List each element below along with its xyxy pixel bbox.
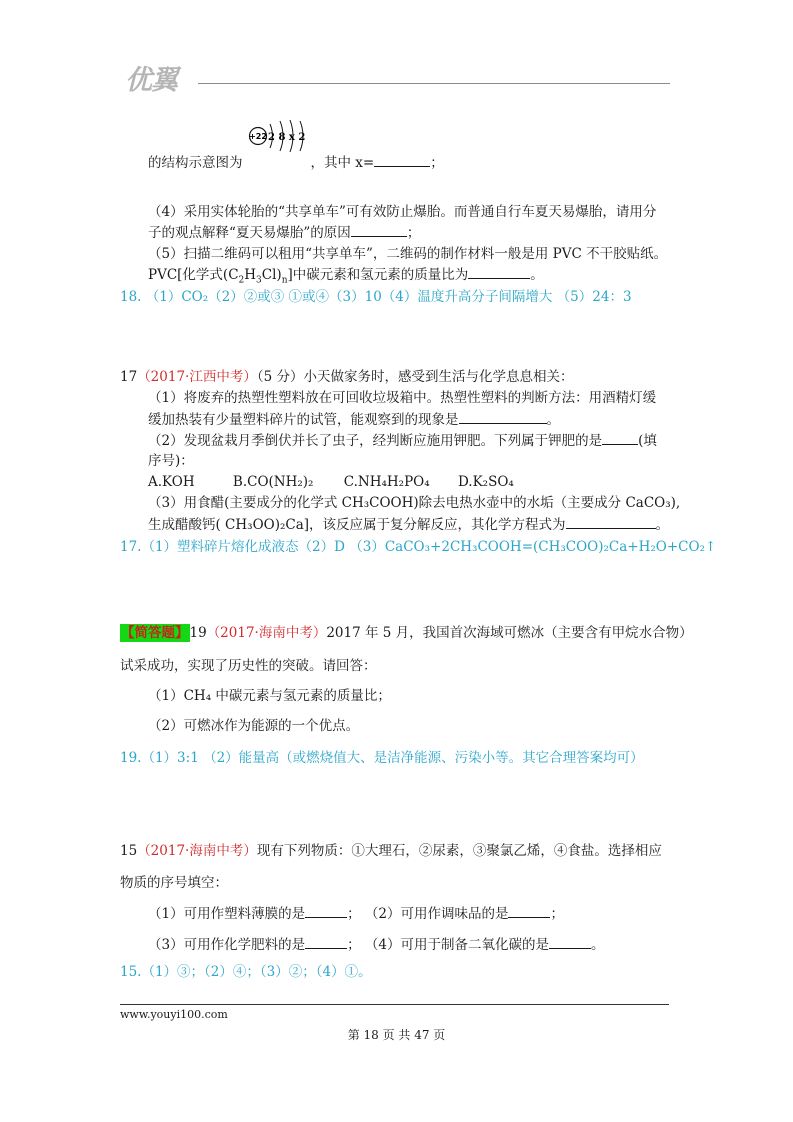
header-rule <box>198 83 670 84</box>
q15-line3-b: ； （2）可用作调味品的是 <box>347 906 509 922</box>
q17-line4: 序号)： <box>148 453 194 469</box>
answer-15: 15.（1）③；（2）④；（3）②；（4）①。 <box>120 964 372 980</box>
q18-3-line <box>148 152 444 173</box>
q19-number: 19 <box>189 625 207 641</box>
q19-line3: （1）CH₄ 中碳元素与氢元素的质量比； <box>148 688 391 704</box>
answer-blank[interactable] <box>374 152 430 167</box>
q17-line2 <box>148 409 560 430</box>
q19-intro <box>120 623 693 643</box>
answer-blank[interactable] <box>305 903 347 918</box>
q18-5-text-b: H <box>244 267 257 283</box>
answer-blank[interactable] <box>549 934 591 949</box>
q17-options <box>148 472 514 492</box>
q18-5-text-a: PVC[化学式(C <box>148 267 239 283</box>
answer-blank[interactable] <box>459 409 547 424</box>
q17-number: 17 <box>120 369 138 385</box>
atom-shells: 2 8 x 2 <box>268 132 306 143</box>
q17-intro-text: （5 分）小天做家务时，感受到生活与化学息息相关： <box>256 369 574 385</box>
q18-5-line2: PVC[化学式$(C_2H_3Cl)_n$]中碳元素和氢元素的质量比为 。 <box>148 264 544 291</box>
option-a: A.KOH <box>148 474 195 490</box>
q15-line4 <box>148 934 604 955</box>
answer-18: 18. （1）CO₂（2）②或③ ①或④（3）10（4）温度升高分子间隔增大 （5）24：3 <box>120 289 632 305</box>
q17-line6-text: 生成醋酸钙( CH₃OO)₂Ca]，该反应属于复分解反应，其化学方程式为 <box>148 517 566 533</box>
q17-line6 <box>148 514 669 535</box>
q18-5-text-d: ]中碳元素和氢元素的质量比为 <box>287 267 469 283</box>
footer-url[interactable]: www.youyi100.com <box>120 1008 228 1021</box>
q19-line2: 试采成功，实现了历史性的突破。请回答： <box>120 658 377 674</box>
q18-5-end: 。 <box>530 267 544 283</box>
q18-4-text: 子的观点解释“夏天易爆胎”的原因 <box>148 225 351 241</box>
q18-5-line1: （5）扫描二维码可以租用“共享单车”，二维码的制作材料一般是用 PVC 不干胶贴纸。 <box>148 246 668 262</box>
atom-nucleus: +22 <box>249 132 267 141</box>
option-c: C.NH₄H₂PO₄ <box>343 474 430 490</box>
logo: 优翼 <box>125 65 177 96</box>
q18-5-text-c: Cl) <box>261 267 282 283</box>
q19-intro-text: 2017 年 5 月，我国首次海域可燃冰（主要含有甲烷水合物） <box>326 625 693 641</box>
q19-source: （2017·海南中考） <box>206 625 327 641</box>
q15-line4-a: （3）可用作化学肥料的是 <box>148 937 306 953</box>
q18-3-text-after: ，其中 x= <box>310 155 375 171</box>
q15-number: 15 <box>120 843 138 859</box>
answer-blank[interactable] <box>305 934 347 949</box>
option-b: B.CO(NH₂)₂ <box>232 474 314 490</box>
q17-source: （2017·江西中考） <box>137 369 257 385</box>
option-d: D.K₂SO₄ <box>457 474 514 490</box>
answer-blank[interactable] <box>566 514 656 529</box>
q15-line3-c: ； <box>550 906 564 922</box>
answer-blank[interactable] <box>468 264 530 279</box>
answer-blank[interactable] <box>351 222 407 237</box>
q17-line3 <box>148 430 657 451</box>
q18-3-end: ； <box>430 155 444 171</box>
answer-19: 19.（1）3:1 （2）能量高（或燃烧值大、是洁净能源、污染小等。其它合理答案均可） <box>120 750 644 766</box>
q17-intro <box>120 367 573 387</box>
q18-4-end: ； <box>406 225 421 241</box>
q15-line2: 物质的序号填空： <box>120 875 228 891</box>
q15-line3 <box>148 903 564 924</box>
answer-blank[interactable] <box>602 430 638 445</box>
q19-line4: （2）可燃冰作为能源的一个优点。 <box>148 718 360 734</box>
answer-blank[interactable] <box>508 903 550 918</box>
page-number: 第 18 页 共 47 页 <box>347 1028 446 1042</box>
q17-line6-end: 。 <box>655 517 670 533</box>
q15-line4-c: 。 <box>590 937 605 953</box>
footer-rule <box>120 1004 669 1005</box>
q18-4-line1: （4）采用实体轮胎的“共享单车”可有效防止爆胎。而普通自行车夏天易爆胎，请用分 <box>148 204 657 220</box>
q15-intro <box>120 841 662 861</box>
q15-source: （2017·海南中考） <box>137 843 257 859</box>
q15-intro-text: 现有下列物质：①大理石，②尿素，③聚氯乙烯，④食盐。选择相应 <box>256 843 662 859</box>
q17-line5: （3）用食醋(主要成分的化学式 CH₃COOH)除去电热水壶中的水垢（主要成分 CaCO₃), <box>148 495 681 511</box>
q17-line3-end: (填 <box>638 433 657 449</box>
q17-line3-text: （2）发现盆栽月季倒伏并长了虫子，经判断应施用钾肥。下列属于钾肥的是 <box>148 433 603 449</box>
q17-line1: （1）将废弃的热塑性塑料放在可回收垃圾箱中。热塑性塑料的判断方法：用酒精灯缓 <box>148 390 657 406</box>
q18-3-text-before: 的结构示意图为 <box>148 155 243 171</box>
question-type-tag: 【简答题】 <box>121 625 189 641</box>
answer-17: 17.（1）塑料碎片熔化成液态（2）D （3）CaCO₃+2CH₃COOH=(CH₃COO)₂Ca+H₂O+CO₂↑ <box>120 539 717 555</box>
q15-line4-b: ； （4）可用于制备二氧化碳的是 <box>347 937 549 953</box>
q18-4-line2 <box>148 222 420 243</box>
q15-line3-a: （1）可用作塑料薄膜的是 <box>148 906 306 922</box>
q17-line2-text: 缓加热装有少量塑料碎片的试管，能观察到的现象是 <box>148 412 459 428</box>
q17-line2-end: 。 <box>546 412 560 428</box>
